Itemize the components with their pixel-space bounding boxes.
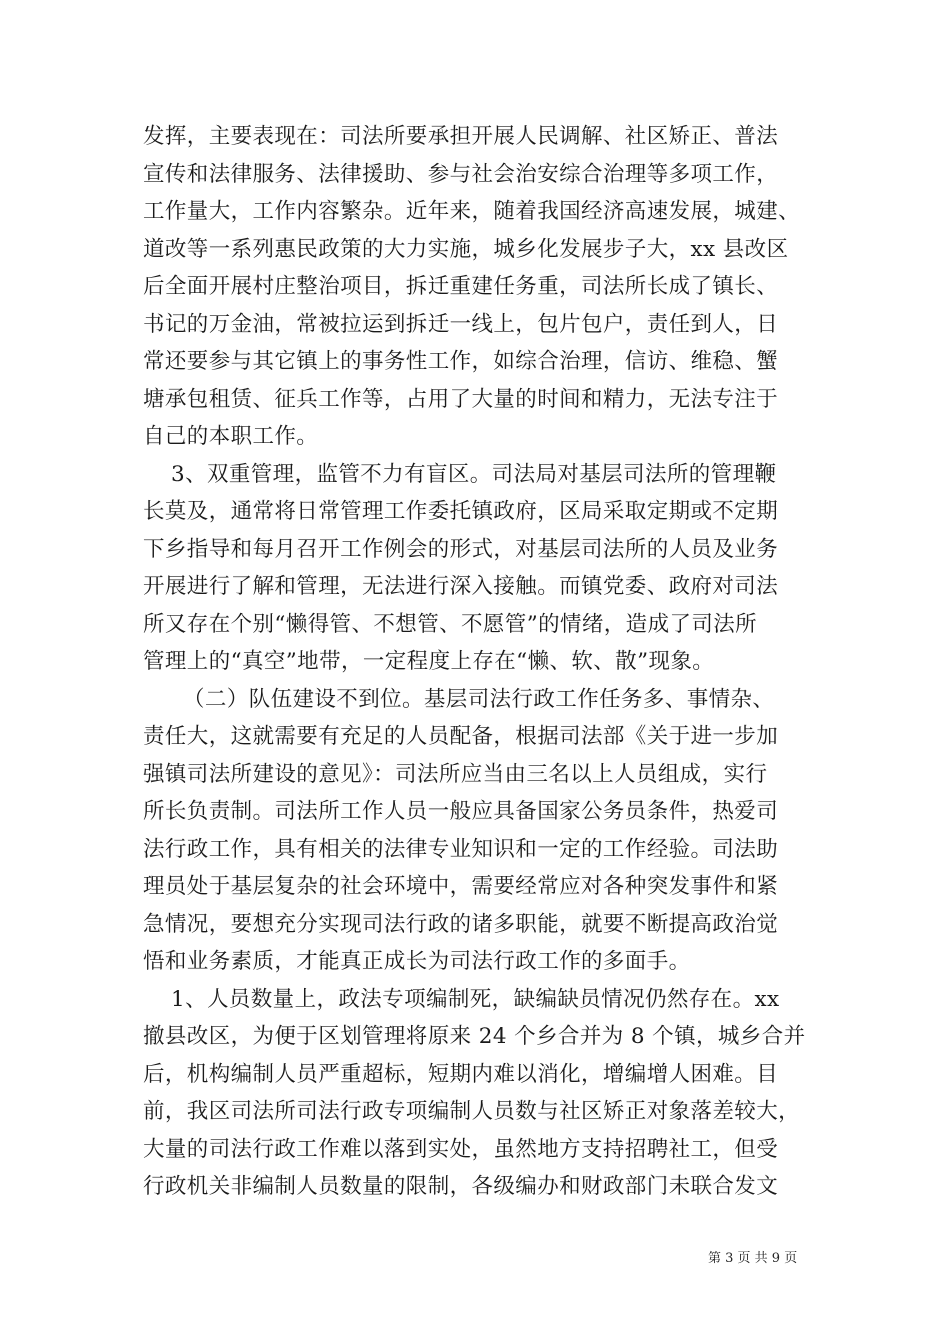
paragraph-start-line: 1、人员数量上，政法专项编制死，缺编缺员情况仍然存在。xx [171,986,780,1012]
document-body [143,118,813,1206]
text-line: 宣传和法律服务、法律援助、参与社会治安综合治理等多项工作， [143,161,779,187]
text-line: 工作量大，工作内容繁杂。近年来，随着我国经济高速发展，城建、 [143,199,801,224]
text-line: 所又存在个别“懒得管、不想管、不愿管”的情绪，造成了司法所 [143,611,758,637]
text-line: 道改等一系列惠民政策的大力实施，城乡化发展步子大，xx 县改区 [143,236,789,262]
text-line: 发挥，主要表现在：司法所要承担开展人民调解、社区矫正、普法 [143,124,779,149]
section-heading-line: （二）队伍建设不到位。基层司法行政工作任务多、事情杂、 [183,686,775,712]
text-line: 大量的司法行政工作难以落到实处，虽然地方支持招聘社工，但受 [143,1136,779,1162]
text-line: 书记的万金油，常被拉运到拆迁一线上，包片包户，责任到人，日 [143,311,779,337]
text-line: 常还要参与其它镇上的事务性工作，如综合治理，信访、维稳、蟹 [143,349,779,374]
page-number-footer: 第 3 页 共 9 页 [708,1251,798,1266]
text-line: 行政机关非编制人员数量的限制，各级编办和财政部门未联合发文 [143,1174,779,1199]
text-line: 强镇司法所建设的意见》：司法所应当由三名以上人员组成，实行 [143,761,768,787]
text-line: 后，机构编制人员严重超标，短期内难以消化，增编增人困难。目 [143,1061,779,1087]
text-line: 急情况，要想充分实现司法行政的诸多职能，就要不断提高政治觉 [143,911,779,937]
text-line: 责任大，这就需要有充足的人员配备，根据司法部《关于进一步加 [143,724,779,749]
text-line: 管理上的“真空”地带，一定程度上存在“懒、软、散”现象。 [143,649,715,674]
text-line: 法行政工作，具有相关的法律专业知识和一定的工作经验。司法助 [143,836,779,862]
text-line: 塘承包租赁、征兵工作等，占用了大量的时间和精力，无法专注于 [143,386,779,412]
text-line: 理员处于基层复杂的社会环境中，需要经常应对各种突发事件和紧 [143,874,779,899]
text-line: 长莫及，通常将日常管理工作委托镇政府，区局采取定期或不定期 [143,499,779,524]
paragraph-start-line: 3、双重管理，监管不力有盲区。司法局对基层司法所的管理鞭 [171,461,777,487]
text-line: 下乡指导和每月召开工作例会的形式，对基层司法所的人员及业务 [143,536,779,562]
text-line: 悟和业务素质，才能真正成长为司法行政工作的多面手。 [143,949,691,974]
text-line: 前，我区司法所司法行政专项编制人员数与社区矫正对象落差较大， [143,1099,801,1124]
text-line: 撤县改区，为便于区划管理将原来 24 个乡合并为 8 个镇，城乡合并 [143,1024,806,1049]
text-line: 后全面开展村庄整治项目，拆迁重建任务重，司法所长成了镇长、 [143,274,779,299]
text-line: 所长负责制。司法所工作人员一般应具备国家公务员条件，热爱司 [143,799,779,824]
text-line: 开展进行了解和管理，无法进行深入接触。而镇党委、政府对司法 [143,574,779,599]
text-line: 自己的本职工作。 [143,424,319,449]
